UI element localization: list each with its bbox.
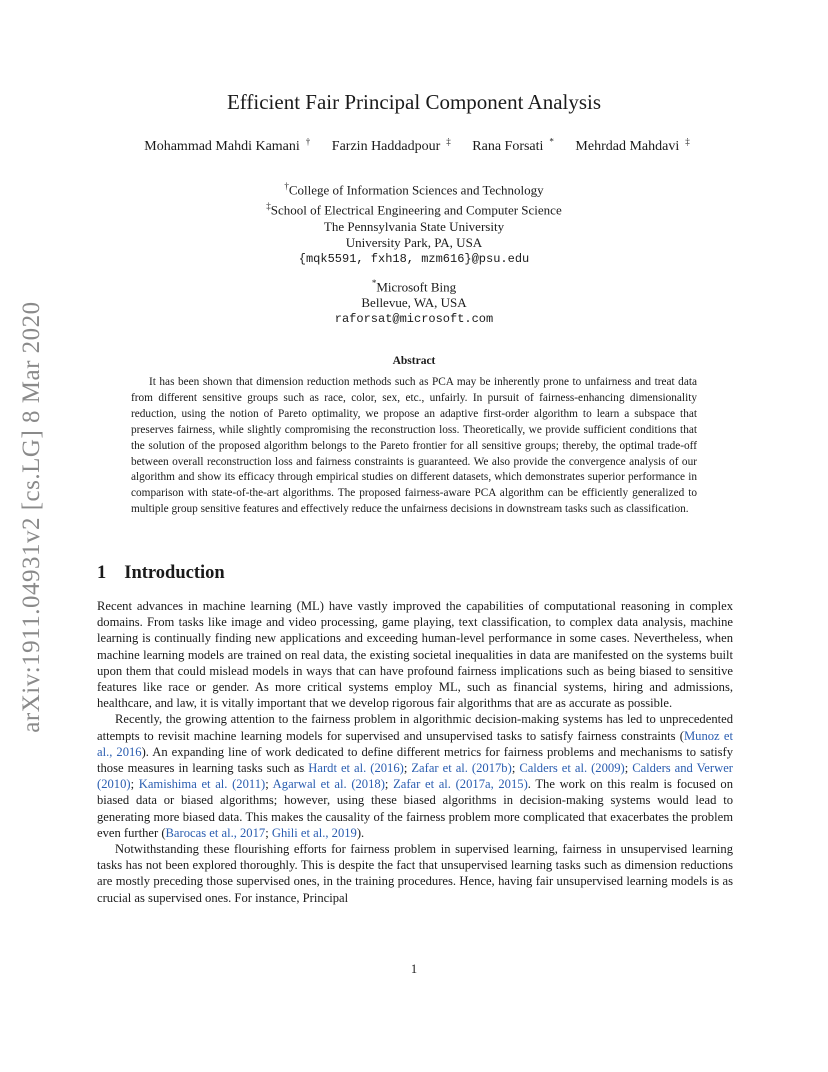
citation-link[interactable]: Zafar et al. (2017a, 2015) xyxy=(393,777,528,792)
author-email: {mqk5591, fxh18, mzm616}@psu.edu xyxy=(298,251,530,266)
citation-link[interactable]: Calders et al. (2009) xyxy=(519,761,625,776)
citation-link[interactable]: Ghili et al., 2019 xyxy=(271,825,357,840)
body-text xyxy=(97,598,733,906)
citation-link[interactable]: Zafar et al. (2017b) xyxy=(411,761,512,776)
citation-link[interactable]: Barocas et al., 2017 xyxy=(165,825,266,840)
author: Mohammad Mahdi Kamani † xyxy=(144,136,311,154)
affiliation-penn-state: †College of Information Sciences and Technology ‡School of Electrical Engineering and Computer Science The Pennsylvania State University University Park, PA, USA {mqk5591, fxh18, mzm616}@psu.edu xyxy=(0,178,828,267)
author: Mehrdad Mahdavi ‡ xyxy=(575,136,690,154)
citation-link[interactable]: Calders and Verwer (2010) xyxy=(97,761,733,792)
paper-title: Efficient Fair Principal Component Analysis xyxy=(226,90,602,114)
paragraph: Recently, the growing attention to the fairness problem in algorithmic decision-making systems has led to unprecedented attempts to revisit machine learning models for supervised and unsupervised tasks to satisfy fairness constraints (Munoz et al., 2016). An expanding line of work dedicated to define different metrics for fairness problems and mechanisms to satisfy those measures in learning tasks such as Hardt et al. (2016); Zafar et al. (2017b); Calders et al. (2009); Calders and Verwer (2010); Kamishima et al. (2011); Agarwal et al. (2018); Zafar et al. (2017a, 2015). The work on this realm is focused on biased data or biased algorithms; however, using these biased algorithms in decision-making systems would lead to generating more biased data. This makes the causality of the fairness problem more complicated that exacerbates the problem even further (Barocas et al., 2017; Ghili et al., 2019). xyxy=(97,712,733,840)
citation-link[interactable]: Agarwal et al. (2018) xyxy=(272,777,385,792)
abstract-heading: Abstract xyxy=(392,355,436,367)
citation-link[interactable]: Hardt et al. (2016) xyxy=(308,761,404,776)
paragraph: Notwithstanding these flourishing efforts for fairness problem in supervised learning, fairness in unsupervised learning tasks has not been explored thoroughly. This is despite the fact that unsupervised learning tasks such as dimension reductions are mostly preceding those supervised ones, in the training procedures. Hence, having fair unsupervised learning models is as crucial as supervised ones. For instance, Principal xyxy=(97,842,733,905)
section-heading: 1 Introduction xyxy=(97,563,225,583)
citation-link[interactable]: Kamishima et al. (2011) xyxy=(138,777,266,792)
author: Farzin Haddadpour ‡ xyxy=(331,136,451,154)
arxiv-identifier-stamp: arXiv:1911.04931v2 [cs.LG] 8 Mar 2020 xyxy=(18,301,45,733)
paragraph: Recent advances in machine learning (ML) have vastly improved the capabilities of computational reasoning in complex domains. From tasks like image and video processing, game playing, text classification, to complex data analysis, machine learning is continually finding new applications and exceeding human-level performance in some cases. Nevertheless, when machine learning models are trained on real data, the existing societal inequalities in data are manifested on the systems built upon them that could mislead models in ways that can have profound fairness implications such as being biased to sensitive features like race or gender. As more critical systems employ ML, such as financial systems, hiring and admissions, healthcare, and law, it is vitally important that we develop rigorous fair algorithms that are as accurate as possible. xyxy=(97,599,733,711)
author-list xyxy=(0,136,828,155)
page-number: 1 xyxy=(410,962,418,976)
affiliation-microsoft: *Microsoft Bing Bellevue, WA, USA raforsat@microsoft.com xyxy=(0,275,828,327)
citation-link[interactable]: Munoz et al., 2016 xyxy=(97,728,733,759)
author: Rana Forsati * xyxy=(472,136,554,154)
author-email: raforsat@microsoft.com xyxy=(334,312,494,327)
abstract-text: It has been shown that dimension reduction methods such as PCA may be inherently prone to unfairness and treat data from different sensitive groups such as race, color, sex, etc., unfairly. In pursuit of fairness-enhancing dimensionality reduction, using the notion of Pareto optimality, we propose an adaptive first-order algorithm to learn a subspace that preserves fairness, while slightly compromising the reconstruction loss. Theoretically, we provide sufficient conditions that the solution of the proposed algorithm belongs to the Pareto frontier for all sensitive groups; thereby, the optimal trade-off between overall reconstruction loss and fairness constraints is guaranteed. We also provide the convergence analysis of our algorithm and show its efficacy through empirical studies on different datasets, which demonstrates superior performance in comparison with state-of-the-art algorithms. The proposed fairness-aware PCA algorithm can be efficiently generalized to multiple group sensitive features and effectively reduce the unfairness decisions in downstream tasks such as classification. xyxy=(131,376,697,516)
